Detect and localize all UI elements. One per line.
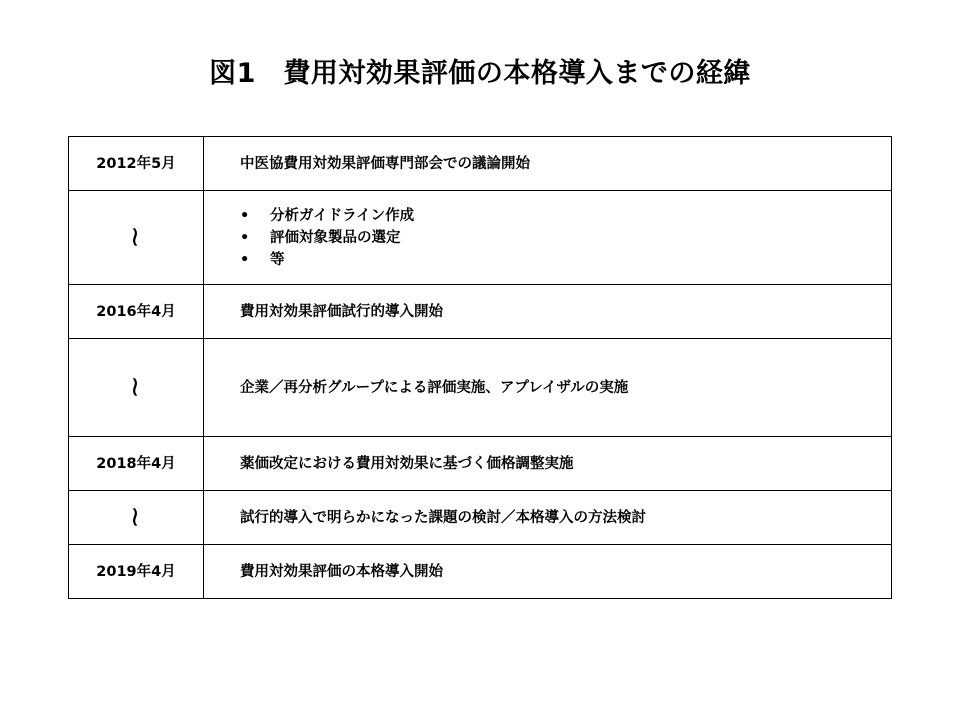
list-item (240, 205, 891, 227)
table-row (69, 437, 892, 491)
description-cell: 薬価改定における費用対効果に基づく価格調整実施 (204, 437, 892, 491)
wave-dash-icon: ~ (120, 504, 153, 529)
table-row (69, 545, 892, 599)
continuation-cell (69, 191, 204, 285)
bullet-icon: • (240, 207, 250, 224)
table-row (69, 339, 892, 437)
table-row (69, 491, 892, 545)
list-item-text: 評価対象製品の選定 (270, 229, 401, 246)
list-item (240, 249, 891, 271)
page-title: 図1 費用対効果評価の本格導入までの経緯 (209, 58, 751, 89)
date-cell: 2019年4月 (69, 545, 204, 599)
bullet-icon: • (240, 251, 250, 268)
continuation-cell (69, 339, 204, 437)
description-cell: 費用対効果評価試行的導入開始 (204, 285, 892, 339)
description-cell: 試行的導入で明らかになった課題の検討／本格導入の方法検討 (204, 491, 892, 545)
date-cell: 2012年5月 (69, 137, 204, 191)
description-cell (204, 191, 892, 285)
table-row (69, 285, 892, 339)
date-cell: 2016年4月 (69, 285, 204, 339)
table-row (69, 137, 892, 191)
description-cell: 中医協費用対効果評価専門部会での議論開始 (204, 137, 892, 191)
wave-dash-icon: ~ (120, 224, 153, 249)
bullet-icon: • (240, 229, 250, 246)
list-item (240, 227, 891, 249)
list-item-text: 分析ガイドライン作成 (270, 207, 415, 224)
continuation-cell (69, 491, 204, 545)
date-cell: 2018年4月 (69, 437, 204, 491)
bullet-list (240, 205, 891, 271)
wave-dash-icon: ~ (120, 374, 153, 399)
description-cell: 費用対効果評価の本格導入開始 (204, 545, 892, 599)
timeline-table (68, 136, 892, 599)
table-row (69, 191, 892, 285)
description-cell: 企業／再分析グループによる評価実施、アプレイザルの実施 (204, 339, 892, 437)
list-item-text: 等 (270, 251, 285, 268)
